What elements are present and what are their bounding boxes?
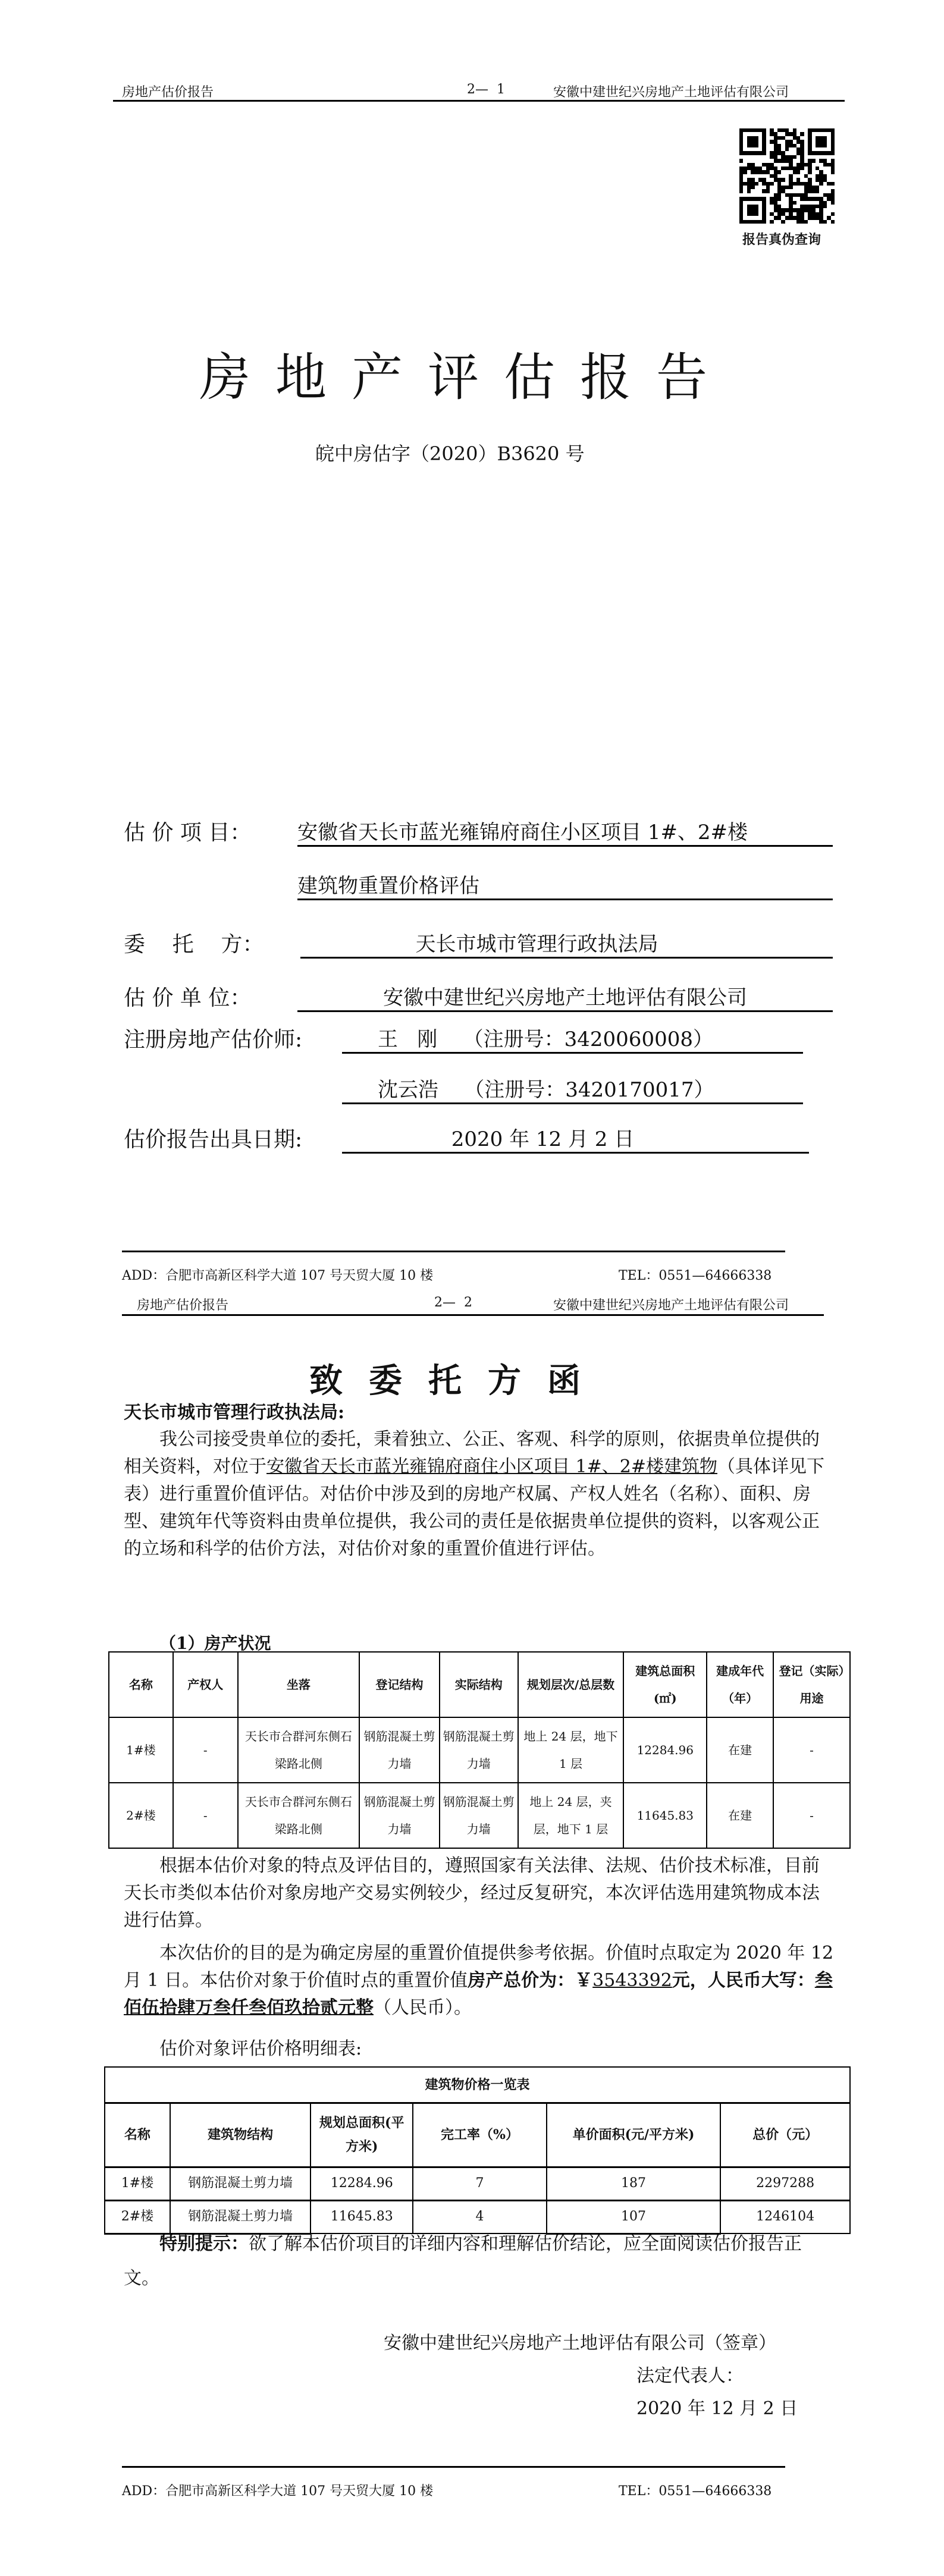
table2-cell: 1#楼	[105, 2167, 170, 2200]
page1-header-left: 房地产估价报告	[122, 85, 214, 100]
page2-header-right: 安徽中建世纪兴房地产土地评估有限公司	[553, 1298, 789, 1313]
table2-cell: 187	[547, 2167, 720, 2200]
legal-representative-label: 法定代表人：	[636, 2365, 744, 2386]
special-notice-text: 欲了解本估价项目的详细内容和理解估价结论，应全面阅读估价报告正文。	[124, 2233, 802, 2289]
table1-cell: 在建	[707, 1783, 773, 1848]
page1-footer-address: ADD：合肥市高新区科学大道 107 号天贸大厦 10 楼	[122, 1268, 434, 1283]
appraiser-1: 王 刚 （注册号：3420060008）	[342, 1023, 803, 1054]
table1-cell: 12284.96	[623, 1717, 707, 1783]
page1-header-right: 安徽中建世纪兴房地产土地评估有限公司	[553, 85, 789, 100]
table1-cell: -	[773, 1783, 850, 1848]
client-value: 天长市城市管理行政执法局	[300, 928, 833, 959]
table1-cell: -	[173, 1783, 238, 1848]
table1-header: 建筑总面积(㎡)	[623, 1652, 707, 1717]
table2-cell: 钢筋混凝土剪力墙	[170, 2167, 311, 2200]
table2-header: 规划总面积(平方米)	[311, 2103, 413, 2167]
table1-cell: 在建	[707, 1717, 773, 1783]
table1-cell: 钢筋混凝土剪力墙	[440, 1783, 518, 1848]
appraiser-2: 沈云浩 （注册号：3420170017）	[342, 1073, 803, 1104]
table1-cell: 钢筋混凝土剪力墙	[440, 1717, 518, 1783]
client-label: 委 托 方：	[124, 932, 264, 957]
page1-footer-rule	[122, 1251, 785, 1252]
signature-date: 2020 年 12 月 2 日	[636, 2398, 798, 2419]
table2-caption-row	[105, 2067, 850, 2103]
table1-cell: 地上 24 层，地下 1 层	[518, 1717, 624, 1783]
para1-text-a: 我公司接受贵单位的委托，秉着独立、公正、客观、科学的原则，依据贵单位提供的相关资料，对位于	[124, 1429, 820, 1477]
table1-cell: 钢筋混凝土剪力墙	[359, 1783, 440, 1848]
table1-header: 建成年代（年）	[707, 1652, 773, 1717]
letter-paragraph-1	[124, 1426, 835, 1563]
total-price-amount-cn: 叁佰伍拾肆万叁仟叁佰玖拾贰元整	[124, 1970, 833, 2018]
table1-header: 规划层次/总层数	[518, 1652, 624, 1717]
para3-text: 本次估价的目的是为确定房屋的重置价值提供参考依据。价值时点取定为 2020 年 12 月 1 日。本估价对象于价值时点的重置价值	[124, 1943, 834, 1991]
special-notice-label: 特别提示：	[159, 2233, 249, 2254]
table1-header: 登记（实际）用途	[773, 1652, 850, 1717]
para1-text-b: （具体详见下表）进行重置价值评估。对估价中涉及到的房地产权属、产权人姓名（名称）、面积、房型、建筑年代等资料由贵单位提供，我公司的责任是依据贵单位提供的资料，以客观公正的立场和科学的估价方法，对估价对象的重置价值进行评估。	[124, 1456, 824, 1559]
qr-caption: 报告真伪查询	[742, 232, 821, 247]
letter-paragraph-3	[124, 1940, 835, 2022]
table1-header: 产权人	[173, 1652, 238, 1717]
project-label: 估 价 项 目：	[124, 821, 252, 845]
page2-header-left: 房地产估价报告	[137, 1298, 229, 1313]
page2-footer-rule	[122, 2466, 785, 2468]
total-price-amount: 3543392	[592, 1970, 672, 1991]
total-price-cn-label: 元，人民币大写：	[672, 1970, 815, 1991]
table1-cell: 天长市合群河东侧石梁路北侧	[238, 1717, 360, 1783]
table2-cell: 12284.96	[311, 2167, 413, 2200]
table1-cell: 2#楼	[109, 1783, 173, 1848]
report-date-label: 估价报告出具日期:	[124, 1127, 303, 1152]
report-title: 房地产评估报告	[199, 348, 732, 407]
table2-cell: 4	[413, 2200, 547, 2233]
table1-cell: 天长市合群河东侧石梁路北侧	[238, 1783, 360, 1848]
appraiser-unit-label: 估 价 单 位：	[124, 986, 252, 1010]
page2-page-number: 2— 2	[434, 1295, 472, 1310]
table2-cell: 钢筋混凝土剪力墙	[170, 2200, 311, 2233]
building-price-table	[104, 2066, 851, 2235]
letter-paragraph-2: 根据本估价对象的特点及评估目的，遵照国家有关法律、法规、估价技术标准，目前天长市类似本估价对象房地产交易实例较少，经过反复研究，本次评估选用建筑物成本法进行估算。	[124, 1855, 820, 1931]
appraiser-unit-value: 安徽中建世纪兴房地产土地评估有限公司	[297, 981, 833, 1012]
page1-footer-tel: TEL：0551—64666338	[619, 1268, 772, 1283]
project-value-line1: 安徽省天长市蓝光雍锦府商住小区项目 1#、2#楼	[297, 816, 833, 847]
table2-header-row	[105, 2103, 850, 2167]
qr-code-icon	[739, 128, 835, 224]
page1-page-number: 2— 1	[467, 82, 505, 97]
page2-footer-tel: TEL：0551—64666338	[619, 2484, 772, 2499]
table2-header: 总价（元）	[720, 2103, 850, 2167]
table1-cell: -	[773, 1717, 850, 1783]
document-number: 皖中房估字（2020）B3620 号	[315, 442, 585, 465]
property-status-table	[108, 1651, 851, 1849]
letter-addressee: 天长市城市管理行政执法局:	[124, 1402, 345, 1423]
table1-header: 实际结构	[440, 1652, 518, 1717]
table2-cell: 107	[547, 2200, 720, 2233]
table2-cell: 7	[413, 2167, 547, 2200]
total-price-label: 房产总价为：￥	[468, 1970, 593, 1991]
page2-header-rule	[122, 1314, 824, 1316]
table-row	[109, 1717, 850, 1783]
page2-footer-address: ADD：合肥市高新区科学大道 107 号天贸大厦 10 楼	[122, 2484, 434, 2499]
special-notice	[124, 2227, 835, 2296]
table1-header: 名称	[109, 1652, 173, 1717]
table2-header: 单价面积(元/平方米)	[547, 2103, 720, 2167]
report-date-value: 2020 年 12 月 2 日	[342, 1123, 809, 1154]
para1-property-underlined: 安徽省天长市蓝光雍锦府商住小区项目 1#、2#楼建筑物	[266, 1456, 717, 1477]
project-value-line2: 建筑物重置价格评估	[297, 869, 833, 900]
table2-cell: 2#楼	[105, 2200, 170, 2233]
table1-cell: 钢筋混凝土剪力墙	[359, 1717, 440, 1783]
section-property-status: （1）房产状况	[159, 1633, 271, 1653]
table2-header: 完工率（%）	[413, 2103, 547, 2167]
table1-cell: 1#楼	[109, 1717, 173, 1783]
para3-tail: （人民币）。	[374, 1997, 472, 2018]
table1-cell: -	[173, 1717, 238, 1783]
table1-header: 坐落	[238, 1652, 360, 1717]
detail-table-intro: 估价对象评估价格明细表:	[159, 2038, 362, 2059]
letter-title: 致委托方函	[309, 1361, 607, 1400]
table2-caption: 建筑物价格一览表	[105, 2067, 850, 2103]
signature-company: 安徽中建世纪兴房地产土地评估有限公司（签章）	[384, 2333, 776, 2354]
table-row	[109, 1783, 850, 1848]
table1-cell: 11645.83	[623, 1783, 707, 1848]
table-row	[105, 2167, 850, 2200]
table2-header: 名称	[105, 2103, 170, 2167]
table2-header: 建筑物结构	[170, 2103, 311, 2167]
table2-cell: 2297288	[720, 2167, 850, 2200]
appraisers-label: 注册房地产估价师:	[124, 1028, 303, 1052]
table1-header: 登记结构	[359, 1652, 440, 1717]
page1-header-rule	[113, 100, 845, 102]
table1-header-row	[109, 1652, 850, 1717]
table1-cell: 地上 24 层，夹层，地下 1 层	[518, 1783, 624, 1848]
table2-cell: 11645.83	[311, 2200, 413, 2233]
table2-cell: 1246104	[720, 2200, 850, 2233]
